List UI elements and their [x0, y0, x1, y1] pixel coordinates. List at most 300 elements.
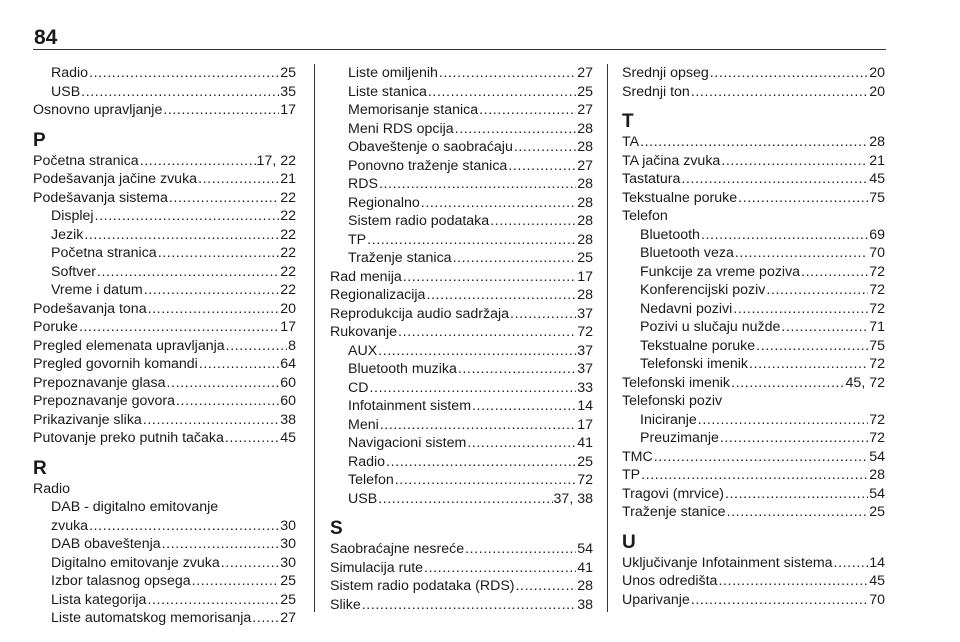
index-entry-term: Telefon	[348, 472, 394, 488]
dot-leader	[367, 231, 576, 250]
dot-leader	[148, 300, 280, 319]
dot-leader	[735, 244, 868, 263]
index-entry-page: 22	[280, 189, 296, 206]
dot-leader	[691, 591, 868, 610]
index-entry[interactable]	[622, 281, 885, 300]
index-entry[interactable]	[330, 434, 593, 453]
index-entry-page: 30	[280, 536, 296, 552]
index-entry[interactable]	[330, 540, 593, 559]
index-entry-page: 37	[577, 305, 593, 322]
dot-leader	[479, 101, 576, 120]
dot-leader	[147, 591, 279, 610]
index-entry-term: Nedavni pozivi	[640, 300, 733, 317]
dot-leader	[681, 170, 868, 189]
index-entry-term: DAB obaveštenja	[51, 536, 161, 552]
index-entry[interactable]	[33, 480, 296, 499]
index-column-3	[622, 64, 885, 609]
index-entry-page: 27	[577, 157, 593, 174]
dot-leader	[738, 189, 868, 208]
index-entry[interactable]	[622, 466, 885, 485]
index-entry-term: Liste automatskog memorisanja	[51, 610, 252, 626]
index-entry-term: Srednji ton	[622, 83, 690, 100]
dot-leader	[362, 596, 576, 615]
dot-leader	[158, 244, 280, 263]
index-entry[interactable]	[622, 392, 885, 411]
index-entry-term: Jezik	[51, 226, 84, 243]
index-entry[interactable]	[330, 64, 593, 83]
index-entry[interactable]	[33, 517, 296, 536]
dot-leader	[424, 559, 576, 578]
index-entry-term: TP	[622, 467, 641, 483]
dot-leader	[756, 337, 868, 356]
index-entry[interactable]	[330, 305, 593, 324]
index-entry[interactable]	[622, 226, 885, 245]
index-entry-page: 25	[577, 250, 593, 266]
index-entry[interactable]	[33, 83, 296, 102]
index-entry-term: Uključivanje Infotainment sistema	[622, 554, 833, 571]
index-entry[interactable]	[330, 453, 593, 472]
index-entry-term: Konferencijski poziv	[640, 282, 766, 298]
dot-leader	[199, 355, 279, 374]
dot-leader	[439, 64, 576, 83]
index-entry-term: Tekstualne poruke	[622, 189, 738, 206]
index-entry-page: 22	[280, 226, 296, 243]
index-entry-page: 17	[280, 319, 296, 335]
index-entry-page: 72	[869, 411, 885, 428]
dot-leader	[455, 120, 577, 139]
index-entry-page: 30	[280, 517, 296, 534]
index-entry[interactable]	[33, 300, 296, 319]
index-entry[interactable]	[622, 83, 885, 102]
index-entry-page: 72	[577, 324, 593, 340]
dot-leader	[510, 305, 576, 324]
index-entry[interactable]	[33, 411, 296, 430]
index-entry-term: Displej	[51, 208, 94, 224]
dot-leader	[766, 281, 868, 300]
index-entry-page: 20	[280, 300, 296, 317]
index-entry-page: 33	[577, 379, 593, 396]
dot-leader	[834, 554, 869, 573]
index-entry-page: 28	[577, 120, 593, 137]
index-entry-term: Telefon	[622, 208, 668, 224]
index-entry[interactable]	[330, 416, 593, 435]
index-entry-term: TA	[622, 134, 640, 150]
index-entry-term: TMC	[622, 448, 653, 465]
index-entry[interactable]	[330, 379, 593, 398]
index-entry-page: 25	[280, 65, 296, 81]
dot-leader	[378, 490, 552, 509]
index-entry-page: 25	[577, 453, 593, 470]
index-entry[interactable]	[330, 268, 593, 287]
index-entry-page: 17	[577, 416, 593, 433]
index-entry[interactable]	[622, 133, 885, 152]
index-entry-page: 72	[869, 356, 885, 372]
index-entry-term: Bluetooth muzika	[348, 361, 457, 377]
dot-leader	[225, 429, 279, 448]
index-entry[interactable]	[330, 212, 593, 231]
index-entry[interactable]	[622, 572, 885, 591]
index-entry[interactable]	[330, 471, 593, 490]
index-entry-page: 22	[280, 263, 296, 280]
index-entry-term: Pregled govornih komandi	[33, 356, 198, 372]
index-entry-page: 70	[869, 245, 885, 261]
index-entry-term: Početna stranica	[33, 152, 139, 169]
dot-leader	[144, 281, 279, 300]
index-entry-term: Prepoznavanje govora	[33, 393, 175, 409]
dot-leader	[169, 189, 279, 208]
index-entry-term: Bluetooth	[640, 226, 700, 243]
index-entry[interactable]	[622, 263, 885, 282]
index-entry-page: 28	[577, 194, 593, 211]
dot-leader	[386, 453, 576, 472]
dot-leader	[421, 194, 576, 213]
index-entry-term: TA jačina zvuka	[622, 152, 721, 169]
index-entry-term: Podešavanja sistema	[33, 189, 168, 206]
index-entry[interactable]	[330, 342, 593, 361]
index-entry[interactable]	[622, 503, 885, 522]
index-entry[interactable]	[330, 83, 593, 102]
index-entry[interactable]	[330, 577, 593, 596]
index-entry[interactable]	[33, 64, 296, 83]
dot-leader	[395, 471, 576, 490]
index-entry-term: USB	[348, 490, 378, 507]
index-entry-page: 17	[577, 268, 593, 285]
index-entry-term: AUX	[348, 342, 378, 359]
dot-leader	[453, 249, 577, 268]
dot-leader	[398, 323, 576, 342]
index-entry[interactable]	[33, 318, 296, 337]
index-entry-term: Pozivi u slučaju nužde	[640, 319, 781, 335]
index-entry-page: 45, 72	[845, 374, 885, 391]
index-entry-term: Obaveštenje o saobraćaju	[348, 139, 513, 155]
index-entry-term: Tekstualne poruke	[640, 337, 756, 354]
index-entry-page: 45	[869, 573, 885, 589]
dot-leader	[221, 554, 279, 573]
index-entry-page: 45	[869, 171, 885, 187]
index-entry[interactable]	[330, 596, 593, 615]
index-entry-page: 28	[869, 134, 885, 150]
index-entry[interactable]	[33, 263, 296, 282]
index-entry[interactable]	[33, 244, 296, 263]
index-entry-term: Podešavanja jačine zvuka	[33, 171, 198, 187]
index-entry[interactable]	[622, 207, 885, 226]
index-entry[interactable]	[330, 397, 593, 416]
index-entry-term: Izbor talasnog opsega	[51, 573, 191, 589]
index-entry-term: Podešavanja tona	[33, 300, 147, 317]
dot-leader	[81, 83, 279, 102]
index-entry[interactable]	[33, 498, 296, 517]
index-entry[interactable]	[33, 374, 296, 393]
index-entry[interactable]	[622, 355, 885, 374]
dot-leader	[641, 466, 868, 485]
index-entry-page: 69	[869, 226, 885, 243]
dot-leader	[733, 300, 868, 319]
dot-leader	[198, 170, 279, 189]
index-entry-term: zvuka	[51, 517, 89, 534]
index-entry-term: Funkcije za vreme poziva	[640, 263, 801, 280]
index-entry[interactable]	[330, 138, 593, 157]
index-entry[interactable]	[33, 337, 296, 356]
index-entry-page: 28	[577, 231, 593, 248]
index-entry-page: 28	[869, 467, 885, 483]
index-entry-term: USB	[51, 83, 81, 100]
index-entry[interactable]	[622, 300, 885, 319]
index-entry-page: 8	[288, 337, 296, 354]
index-entry-term: Softver	[51, 263, 96, 280]
index-entry-term: Lista kategorija	[51, 591, 147, 608]
index-entry-term: Preuzimanje	[640, 430, 719, 446]
index-entry-term: Telefonski poziv	[622, 393, 723, 409]
index-entry-page: 72	[869, 430, 885, 446]
index-entry-page: 22	[280, 208, 296, 224]
index-entry[interactable]	[622, 411, 885, 430]
index-entry-term: Prepoznavanje glasa	[33, 374, 166, 391]
dot-leader	[95, 207, 280, 226]
index-entry-page: 25	[280, 591, 296, 608]
index-entry-term: Radio	[348, 453, 386, 470]
index-entry-page: 28	[577, 287, 593, 303]
index-entry-term: Osnovno upravljanje	[33, 102, 163, 118]
index-entry[interactable]	[330, 231, 593, 250]
dot-leader	[508, 157, 576, 176]
index-entry-page: 20	[869, 65, 885, 81]
dot-leader	[403, 268, 576, 287]
index-entry-page: 54	[577, 541, 593, 557]
dot-leader	[721, 152, 868, 171]
dot-leader	[162, 535, 280, 554]
column-divider	[314, 64, 315, 612]
index-entry-term: Infotainment sistem	[348, 398, 472, 414]
index-entry[interactable]	[33, 591, 296, 610]
index-entry-term: Uparivanje	[622, 591, 690, 608]
index-entry-term: Radio	[51, 65, 89, 81]
index-entry[interactable]	[330, 559, 593, 578]
dot-leader	[698, 411, 868, 430]
index-letter-heading: P	[33, 129, 46, 151]
index-entry-term: Vreme i datum	[51, 282, 143, 298]
index-entry-term: TP	[348, 231, 367, 248]
index-entry[interactable]	[330, 175, 593, 194]
index-entry-page: 25	[869, 504, 885, 520]
index-entry[interactable]	[33, 207, 296, 226]
dot-leader	[192, 572, 280, 591]
index-entry[interactable]	[33, 535, 296, 554]
index-entry-term: Prikazivanje slika	[33, 411, 142, 428]
index-entry[interactable]	[622, 244, 885, 263]
index-entry-page: 27	[577, 65, 593, 81]
index-letter-heading: S	[330, 518, 343, 539]
index-entry[interactable]	[33, 429, 296, 448]
dot-leader	[514, 138, 576, 157]
index-entry-term: Poruke	[33, 319, 78, 335]
index-letter-heading: U	[622, 531, 636, 553]
index-entry-page: 35	[280, 83, 296, 100]
index-entry[interactable]	[33, 170, 296, 189]
dot-leader	[89, 64, 279, 83]
index-entry[interactable]	[622, 448, 885, 467]
index-entry[interactable]	[622, 374, 885, 393]
index-entry-term: Meni RDS opcija	[348, 120, 454, 137]
index-entry[interactable]	[33, 101, 296, 120]
index-entry-page: 70	[869, 591, 885, 608]
dot-leader	[176, 392, 279, 411]
index-entry-page: 45	[280, 430, 296, 446]
index-entry-page: 41	[577, 559, 593, 576]
index-entry[interactable]	[33, 572, 296, 591]
dot-leader	[718, 572, 868, 591]
dot-leader	[140, 152, 256, 171]
index-entry[interactable]	[330, 490, 593, 509]
index-letter-heading: R	[33, 457, 47, 479]
index-entry-term: Slike	[330, 596, 361, 613]
index-entry[interactable]	[622, 554, 885, 573]
index-entry[interactable]	[622, 189, 885, 208]
index-entry[interactable]	[33, 554, 296, 573]
index-entry[interactable]	[622, 591, 885, 610]
index-entry[interactable]	[622, 64, 885, 83]
dot-leader	[720, 429, 868, 448]
dot-leader	[428, 83, 576, 102]
index-entry-page: 72	[577, 472, 593, 488]
dot-leader	[252, 609, 279, 628]
dot-leader	[143, 411, 279, 430]
dot-leader	[781, 318, 868, 337]
index-entry-page: 28	[577, 213, 593, 229]
dot-leader	[710, 64, 868, 83]
index-entry[interactable]	[330, 323, 593, 342]
dot-leader	[465, 540, 576, 559]
index-entry-page: 22	[280, 282, 296, 298]
dot-leader	[89, 517, 279, 536]
index-entry-page: 71	[869, 319, 885, 335]
index-entry-page: 37, 38	[553, 490, 593, 507]
index-entry-page: 25	[280, 573, 296, 589]
index-entry-term: Tragovi (mrvice)	[622, 485, 724, 502]
index-entry[interactable]	[33, 609, 296, 628]
page-number: 84	[34, 26, 58, 49]
index-entry-term: Telefonski imenik	[622, 374, 731, 391]
dot-leader	[701, 226, 868, 245]
index-entry-page: 28	[577, 139, 593, 155]
index-entry-page: 28	[577, 578, 593, 594]
index-entry-page: 14	[577, 398, 593, 414]
index-entry-page: 41	[577, 435, 593, 451]
dot-leader	[801, 263, 868, 282]
dot-leader	[654, 448, 868, 467]
index-entry[interactable]	[330, 157, 593, 176]
index-entry-page: 27	[577, 102, 593, 118]
index-entry[interactable]	[33, 392, 296, 411]
dot-leader	[379, 175, 576, 194]
dot-leader	[226, 337, 287, 356]
dot-leader	[516, 577, 577, 596]
index-entry[interactable]	[330, 101, 593, 120]
dot-leader	[370, 379, 577, 398]
index-entry-term: Saobraćajne nesreće	[330, 541, 465, 557]
index-entry-term: Simulacija rute	[330, 559, 424, 576]
column-divider	[607, 64, 608, 612]
index-entry-term: Unos odredišta	[622, 573, 718, 589]
index-entry-page: 27	[280, 610, 296, 626]
index-entry[interactable]	[622, 337, 885, 356]
index-entry-term: Regionalizacija	[330, 287, 426, 303]
index-entry-term: Regionalno	[348, 194, 420, 211]
index-entry-term: Sistem radio podataka	[348, 213, 490, 229]
index-entry-term: Srednji opseg	[622, 65, 709, 81]
index-entry-term: Putovanje preko putnih tačaka	[33, 430, 224, 446]
index-entry[interactable]	[330, 286, 593, 305]
dot-leader	[163, 101, 279, 120]
index-entry[interactable]	[622, 152, 885, 171]
index-entry[interactable]	[622, 485, 885, 504]
dot-leader	[426, 286, 576, 305]
index-entry-term: Reprodukcija audio sadržaja	[330, 305, 510, 322]
index-entry-term: Ponovno traženje stanica	[348, 157, 508, 174]
dot-leader	[640, 133, 868, 152]
dot-leader	[691, 83, 868, 102]
index-entry-page: 21	[280, 171, 296, 187]
index-entry-term: Pregled elemenata upravljanja	[33, 337, 225, 354]
index-entry[interactable]	[622, 170, 885, 189]
dot-leader	[731, 374, 845, 393]
dot-leader	[467, 434, 576, 453]
index-entry[interactable]	[33, 189, 296, 208]
index-entry-term: Radio	[33, 480, 71, 497]
index-entry-term: CD	[348, 379, 369, 396]
index-entry-page: 75	[869, 189, 885, 206]
index-entry-page: 54	[869, 448, 885, 465]
index-entry[interactable]	[330, 249, 593, 268]
index-entry[interactable]	[330, 194, 593, 213]
index-entry[interactable]	[330, 360, 593, 379]
index-letter-heading: T	[622, 111, 634, 132]
index-entry-page: 72	[869, 282, 885, 298]
index-entry[interactable]	[33, 152, 296, 171]
index-entry-page: 21	[869, 152, 885, 169]
index-entry-term: Bluetooth veza	[640, 245, 734, 261]
index-entry[interactable]	[622, 429, 885, 448]
index-entry-term: Sistem radio podataka (RDS)	[330, 578, 515, 594]
index-entry-page: 72	[869, 300, 885, 317]
index-entry-page: 37	[577, 342, 593, 359]
dot-leader	[84, 226, 279, 245]
index-entry-term: Telefonski imenik	[640, 356, 749, 372]
index-entry[interactable]	[622, 318, 885, 337]
index-entry[interactable]	[33, 355, 296, 374]
dot-leader	[749, 355, 868, 374]
index-entry-page: 20	[869, 83, 885, 100]
index-entry-page: 25	[577, 83, 593, 100]
dot-leader	[458, 360, 576, 379]
index-entry-page: 17	[280, 102, 296, 118]
index-entry-term: Početna stranica	[51, 245, 157, 261]
index-entry-term: DAB - digitalno emitovanje	[51, 499, 219, 515]
index-entry-page: 37	[577, 361, 593, 377]
index-entry-term: Iniciranje	[640, 411, 697, 428]
index-entry-page: 64	[280, 356, 296, 372]
index-entry-page: 38	[577, 596, 593, 613]
index-entry-term: RDS	[348, 176, 378, 192]
index-entry[interactable]	[330, 120, 593, 139]
index-entry-page: 17, 22	[256, 152, 296, 169]
index-entry-term: Liste stanica	[348, 83, 427, 100]
dot-leader	[79, 318, 279, 337]
index-entry-page: 30	[280, 554, 296, 571]
dot-leader	[97, 263, 279, 282]
index-entry[interactable]	[33, 226, 296, 245]
index-entry[interactable]	[33, 281, 296, 300]
index-entry-term: Meni	[348, 416, 379, 433]
